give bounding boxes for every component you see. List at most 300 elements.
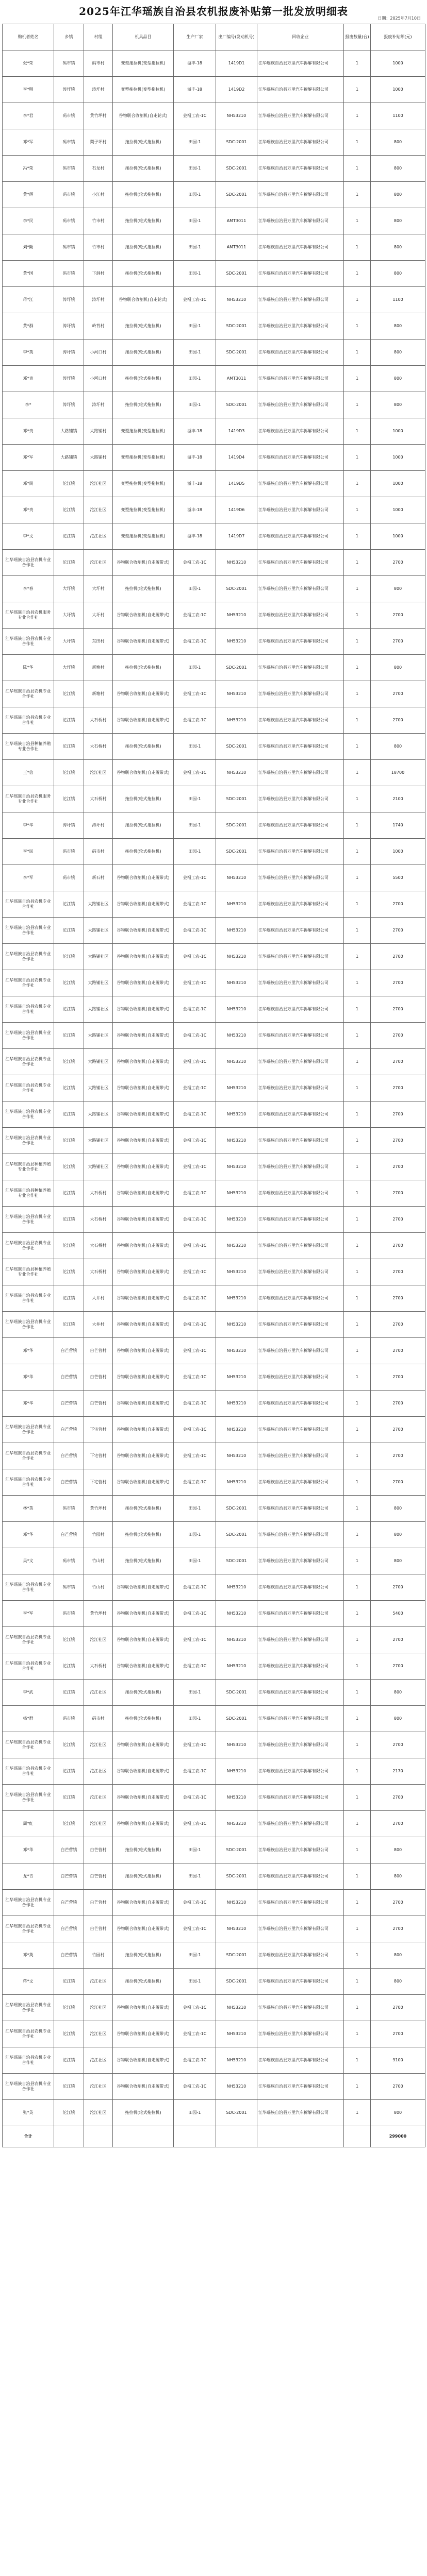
col-header-machine: 机具品目 xyxy=(113,24,174,50)
manufacturer-cell: 金福工农-1C xyxy=(174,1128,216,1154)
recycler-cell: 江华瑶族自治县万里汽车拆解有限公司 xyxy=(257,261,344,287)
recycler-cell: 江华瑶族自治县万里汽车拆解有限公司 xyxy=(257,1863,344,1890)
recycler-cell: 江华瑶族自治县万里汽车拆解有限公司 xyxy=(257,103,344,129)
town-cell: 沱江镇 xyxy=(54,970,84,996)
village-cell: 下宅营村 xyxy=(84,1469,113,1496)
amount-cell: 1000 xyxy=(371,497,425,523)
serial-cell: SDC-2001 xyxy=(216,340,257,366)
buyer-cell: 林*英 xyxy=(3,1496,54,1522)
table-row xyxy=(3,445,425,471)
buyer-cell: 江华瑶族自治县农机专业合作社 xyxy=(3,944,54,970)
buyer-cell: 李*春 xyxy=(3,576,54,602)
village-cell: 大石桥村 xyxy=(84,1259,113,1285)
table-row xyxy=(3,1312,425,1338)
village-cell: 码市村 xyxy=(84,50,113,77)
buyer-cell: 江华瑶族自治县农机专业合作社 xyxy=(3,918,54,944)
town-cell: 沱江镇 xyxy=(54,1653,84,1680)
table-row xyxy=(3,103,425,129)
amount-cell: 2700 xyxy=(371,550,425,576)
quantity-cell: 1 xyxy=(344,1890,371,1916)
serial-cell: NH53210 xyxy=(216,707,257,734)
manufacturer-cell: 金福工农-1C xyxy=(174,681,216,707)
table-row xyxy=(3,287,425,313)
subsidy-table xyxy=(2,24,425,2147)
total-empty xyxy=(174,2126,216,2147)
table-row xyxy=(3,1049,425,1075)
serial-cell: NH53210 xyxy=(216,1916,257,1942)
buyer-cell: 李*英 xyxy=(3,340,54,366)
town-cell: 沱江镇 xyxy=(54,1154,84,1180)
table-row xyxy=(3,1969,425,1995)
machine-cell: 谷物联合收割机(自走履带式) xyxy=(113,918,174,944)
village-cell: 下洞村 xyxy=(84,261,113,287)
machine-cell: 拖拉机(轮式拖拉机) xyxy=(113,655,174,681)
quantity-cell: 1 xyxy=(344,2047,371,2074)
quantity-cell: 1 xyxy=(344,1969,371,1995)
table-row xyxy=(3,1469,425,1496)
table-row xyxy=(3,1075,425,1101)
serial-cell: NH53210 xyxy=(216,1285,257,1312)
serial-cell: 1419D3 xyxy=(216,418,257,445)
buyer-cell: 吴*文 xyxy=(3,1548,54,1574)
manufacturer-cell: 溢丰-18 xyxy=(174,50,216,77)
village-cell: 白芒营村 xyxy=(84,1364,113,1391)
town-cell: 沱江镇 xyxy=(54,2074,84,2100)
village-cell: 竹园村 xyxy=(84,1942,113,1969)
buyer-cell: 张*荣 xyxy=(3,50,54,77)
village-cell: 涛圩村 xyxy=(84,287,113,313)
machine-cell: 拖拉机(轮式拖拉机) xyxy=(113,392,174,418)
manufacturer-cell: 金福工农-1C xyxy=(174,103,216,129)
buyer-cell: 江华瑶族自治县农机专业合作社 xyxy=(3,1916,54,1942)
manufacturer-cell: 金福工农-1C xyxy=(174,1180,216,1207)
village-cell: 小河口村 xyxy=(84,366,113,392)
recycler-cell: 江华瑶族自治县万里汽车拆解有限公司 xyxy=(257,1023,344,1049)
buyer-cell: 江华瑶族自治县农机专业合作社 xyxy=(3,1075,54,1101)
table-row xyxy=(3,1653,425,1680)
date-line: 日期：2025年7月10日 xyxy=(377,16,421,21)
village-cell: 大井村 xyxy=(84,1285,113,1312)
recycler-cell: 江华瑶族自治县万里汽车拆解有限公司 xyxy=(257,1417,344,1443)
table-row xyxy=(3,77,425,103)
amount-cell: 800 xyxy=(371,1548,425,1574)
village-cell: 小江村 xyxy=(84,182,113,208)
quantity-cell: 1 xyxy=(344,523,371,550)
serial-cell: 1419D4 xyxy=(216,445,257,471)
amount-cell: 800 xyxy=(371,655,425,681)
recycler-cell: 江华瑶族自治县万里汽车拆解有限公司 xyxy=(257,996,344,1023)
quantity-cell: 1 xyxy=(344,366,371,392)
table-row xyxy=(3,523,425,550)
table-row xyxy=(3,2047,425,2074)
amount-cell: 2700 xyxy=(371,629,425,655)
buyer-cell: 陈*华 xyxy=(3,655,54,681)
serial-cell: NH53210 xyxy=(216,1469,257,1496)
buyer-cell: 黄*辉 xyxy=(3,182,54,208)
town-cell: 涛圩镇 xyxy=(54,313,84,340)
town-cell: 沱江镇 xyxy=(54,891,84,918)
town-cell: 白芒营镇 xyxy=(54,1916,84,1942)
table-row xyxy=(3,1391,425,1417)
buyer-cell: 李* xyxy=(3,392,54,418)
serial-cell: SDC-2001 xyxy=(216,1942,257,1969)
quantity-cell: 1 xyxy=(344,1785,371,1811)
recycler-cell: 江华瑶族自治县万里汽车拆解有限公司 xyxy=(257,1443,344,1469)
village-cell: 黄竹坪村 xyxy=(84,103,113,129)
manufacturer-cell: 金福工农-1C xyxy=(174,1811,216,1837)
buyer-cell: 黄*群 xyxy=(3,313,54,340)
town-cell: 大路铺镇 xyxy=(54,445,84,471)
village-cell: 白芒营村 xyxy=(84,1916,113,1942)
serial-cell: AMT3011 xyxy=(216,208,257,234)
town-cell: 涛圩镇 xyxy=(54,77,84,103)
recycler-cell: 江华瑶族自治县万里汽车拆解有限公司 xyxy=(257,786,344,812)
manufacturer-cell: 金福工农-1C xyxy=(174,1785,216,1811)
recycler-cell: 江华瑶族自治县万里汽车拆解有限公司 xyxy=(257,1627,344,1653)
town-cell: 涛圩镇 xyxy=(54,287,84,313)
total-empty xyxy=(257,2126,344,2147)
quantity-cell: 1 xyxy=(344,2074,371,2100)
buyer-cell: 邓*华 xyxy=(3,1522,54,1548)
town-cell: 沱江镇 xyxy=(54,523,84,550)
col-header-town: 乡镇 xyxy=(54,24,84,50)
machine-cell: 拖拉机(轮式拖拉机) xyxy=(113,340,174,366)
manufacturer-cell: 田园-1 xyxy=(174,734,216,760)
table-row xyxy=(3,1496,425,1522)
serial-cell: NH53210 xyxy=(216,1627,257,1653)
town-cell: 沱江镇 xyxy=(54,1969,84,1995)
manufacturer-cell: 田园-1 xyxy=(174,1548,216,1574)
serial-cell: SDC-2001 xyxy=(216,313,257,340)
machine-cell: 拖拉机(轮式拖拉机) xyxy=(113,1969,174,1995)
total-empty xyxy=(113,2126,174,2147)
table-row xyxy=(3,839,425,865)
village-cell: 大路铺社区 xyxy=(84,1101,113,1128)
serial-cell: NH53210 xyxy=(216,891,257,918)
manufacturer-cell: 田园-1 xyxy=(174,576,216,602)
village-cell: 大圩村 xyxy=(84,602,113,629)
col-header-village: 村组 xyxy=(84,24,113,50)
serial-cell: SDC-2001 xyxy=(216,261,257,287)
machine-cell: 变型拖拉机(变型拖拉机) xyxy=(113,77,174,103)
machine-cell: 谷物联合收割机(自走履带式) xyxy=(113,1233,174,1259)
manufacturer-cell: 金福工农-1C xyxy=(174,2021,216,2047)
quantity-cell: 1 xyxy=(344,313,371,340)
buyer-cell: 邓*英 xyxy=(3,1942,54,1969)
village-cell: 岭背村 xyxy=(84,313,113,340)
quantity-cell: 1 xyxy=(344,629,371,655)
serial-cell: NH53210 xyxy=(216,1233,257,1259)
machine-cell: 谷物联合收割机(自走履带式) xyxy=(113,1627,174,1653)
amount-cell: 1000 xyxy=(371,50,425,77)
quantity-cell: 1 xyxy=(344,707,371,734)
buyer-cell: 江华瑶族自治县农机专业合作社 xyxy=(3,891,54,918)
buyer-cell: 江华瑶族自治县农机专业合作社 xyxy=(3,1101,54,1128)
recycler-cell: 江华瑶族自治县万里汽车拆解有限公司 xyxy=(257,523,344,550)
manufacturer-cell: 金福工农-1C xyxy=(174,1627,216,1653)
recycler-cell: 江华瑶族自治县万里汽车拆解有限公司 xyxy=(257,77,344,103)
table-row xyxy=(3,760,425,786)
recycler-cell: 江华瑶族自治县万里汽车拆解有限公司 xyxy=(257,550,344,576)
table-row xyxy=(3,996,425,1023)
amount-cell: 2700 xyxy=(371,996,425,1023)
recycler-cell: 江华瑶族自治县万里汽车拆解有限公司 xyxy=(257,865,344,891)
town-cell: 白芒营镇 xyxy=(54,1942,84,1969)
manufacturer-cell: 溢丰-18 xyxy=(174,497,216,523)
machine-cell: 谷物联合收割机(自走履带式) xyxy=(113,1890,174,1916)
town-cell: 码市镇 xyxy=(54,182,84,208)
village-cell: 大路铺社区 xyxy=(84,970,113,996)
buyer-cell: 江华瑶族自治县农机专业合作社 xyxy=(3,629,54,655)
town-cell: 沱江镇 xyxy=(54,707,84,734)
amount-cell: 2700 xyxy=(371,1391,425,1417)
table-row xyxy=(3,1023,425,1049)
manufacturer-cell: 金福工农-1C xyxy=(174,1916,216,1942)
village-cell: 黄竹坪村 xyxy=(84,1496,113,1522)
quantity-cell: 1 xyxy=(344,970,371,996)
machine-cell: 拖拉机(轮式拖拉机) xyxy=(113,208,174,234)
manufacturer-cell: 田园-1 xyxy=(174,234,216,261)
serial-cell: NH53210 xyxy=(216,944,257,970)
machine-cell: 谷物联合收割机(自走轮式) xyxy=(113,103,174,129)
town-cell: 沱江镇 xyxy=(54,1128,84,1154)
machine-cell: 谷物联合收割机(自走履带式) xyxy=(113,2047,174,2074)
recycler-cell: 江华瑶族自治县万里汽车拆解有限公司 xyxy=(257,1942,344,1969)
amount-cell: 800 xyxy=(371,1863,425,1890)
amount-cell: 800 xyxy=(371,1942,425,1969)
table-row xyxy=(3,1732,425,1758)
manufacturer-cell: 田园-1 xyxy=(174,786,216,812)
town-cell: 沱江镇 xyxy=(54,1680,84,1706)
village-cell: 大路铺村 xyxy=(84,418,113,445)
serial-cell: NH53210 xyxy=(216,760,257,786)
recycler-cell: 江华瑶族自治县万里汽车拆解有限公司 xyxy=(257,129,344,156)
town-cell: 沱江镇 xyxy=(54,1180,84,1207)
manufacturer-cell: 金福工农-1C xyxy=(174,1601,216,1627)
recycler-cell: 江华瑶族自治县万里汽车拆解有限公司 xyxy=(257,497,344,523)
machine-cell: 拖拉机(轮式拖拉机) xyxy=(113,234,174,261)
town-cell: 沱江镇 xyxy=(54,1233,84,1259)
buyer-cell: 江华瑶族自治县种植养殖专业合作社 xyxy=(3,1154,54,1180)
machine-cell: 谷物联合收割机(自走履带式) xyxy=(113,1285,174,1312)
village-cell: 白芒营村 xyxy=(84,1391,113,1417)
manufacturer-cell: 金福工农-1C xyxy=(174,891,216,918)
recycler-cell: 江华瑶族自治县万里汽车拆解有限公司 xyxy=(257,944,344,970)
machine-cell: 拖拉机(轮式拖拉机) xyxy=(113,1496,174,1522)
quantity-cell: 1 xyxy=(344,944,371,970)
village-cell: 大石桥村 xyxy=(84,1653,113,1680)
quantity-cell: 1 xyxy=(344,681,371,707)
buyer-cell: 江华瑶族自治县农机专业合作社 xyxy=(3,550,54,576)
table-row xyxy=(3,1207,425,1233)
town-cell: 码市镇 xyxy=(54,1706,84,1732)
amount-cell: 2700 xyxy=(371,1364,425,1391)
machine-cell: 拖拉机(轮式拖拉机) xyxy=(113,261,174,287)
machine-cell: 谷物联合收割机(自走履带式) xyxy=(113,1811,174,1837)
town-cell: 码市镇 xyxy=(54,129,84,156)
serial-cell: NH53210 xyxy=(216,602,257,629)
buyer-cell: 邓*军 xyxy=(3,129,54,156)
manufacturer-cell: 金福工农-1C xyxy=(174,865,216,891)
serial-cell: 1419D1 xyxy=(216,50,257,77)
machine-cell: 谷物联合收割机(自走履带式) xyxy=(113,1391,174,1417)
amount-cell: 2700 xyxy=(371,1259,425,1285)
table-row xyxy=(3,918,425,944)
manufacturer-cell: 金福工农-1C xyxy=(174,1391,216,1417)
village-cell: 新石村 xyxy=(84,865,113,891)
table-header xyxy=(3,24,425,50)
village-cell: 大路铺社区 xyxy=(84,891,113,918)
amount-cell: 2700 xyxy=(371,1285,425,1312)
village-cell: 沱江社区 xyxy=(84,1627,113,1653)
manufacturer-cell: 田园-1 xyxy=(174,182,216,208)
manufacturer-cell: 金福工农-1C xyxy=(174,2047,216,2074)
buyer-cell: 邓*贵 xyxy=(3,497,54,523)
manufacturer-cell: 溢丰-18 xyxy=(174,445,216,471)
village-cell: 东田村 xyxy=(84,629,113,655)
quantity-cell: 1 xyxy=(344,1128,371,1154)
town-cell: 白芒营镇 xyxy=(54,1443,84,1469)
amount-cell: 2100 xyxy=(371,786,425,812)
page-title: 2025年江华瑶族自治县农机报废补贴第一批发放明细表 xyxy=(79,5,348,18)
machine-cell: 谷物联合收割机(自走履带式) xyxy=(113,1653,174,1680)
amount-cell: 1000 xyxy=(371,445,425,471)
amount-cell: 800 xyxy=(371,1680,425,1706)
quantity-cell: 1 xyxy=(344,156,371,182)
amount-cell: 800 xyxy=(371,156,425,182)
town-cell: 沱江镇 xyxy=(54,550,84,576)
table-row xyxy=(3,129,425,156)
machine-cell: 谷物联合收割机(自走履带式) xyxy=(113,944,174,970)
machine-cell: 谷物联合收割机(自走履带式) xyxy=(113,1443,174,1469)
village-cell: 大路铺社区 xyxy=(84,1049,113,1075)
machine-cell: 拖拉机(轮式拖拉机) xyxy=(113,1522,174,1548)
buyer-cell: 江华瑶族自治县农机专业合作社 xyxy=(3,1049,54,1075)
recycler-cell: 江华瑶族自治县万里汽车拆解有限公司 xyxy=(257,839,344,865)
village-cell: 码市村 xyxy=(84,1706,113,1732)
buyer-cell: 李*民 xyxy=(3,839,54,865)
header-row xyxy=(3,24,425,50)
buyer-cell: 李*君 xyxy=(3,103,54,129)
amount-cell: 2700 xyxy=(371,1574,425,1601)
machine-cell: 谷物联合收割机(自走履带式) xyxy=(113,1049,174,1075)
town-cell: 沱江镇 xyxy=(54,786,84,812)
town-cell: 沱江镇 xyxy=(54,2047,84,2074)
manufacturer-cell: 金福工农-1C xyxy=(174,944,216,970)
amount-cell: 2700 xyxy=(371,1443,425,1469)
town-cell: 大圩镇 xyxy=(54,602,84,629)
amount-cell: 2700 xyxy=(371,1075,425,1101)
recycler-cell: 江华瑶族自治县万里汽车拆解有限公司 xyxy=(257,2047,344,2074)
buyer-cell: 江华瑶族自治县农机专业合作社 xyxy=(3,1128,54,1154)
table-body xyxy=(3,50,425,2126)
town-cell: 沱江镇 xyxy=(54,1312,84,1338)
quantity-cell: 1 xyxy=(344,1942,371,1969)
amount-cell: 800 xyxy=(371,234,425,261)
machine-cell: 谷物联合收割机(自走履带式) xyxy=(113,865,174,891)
table-row xyxy=(3,1785,425,1811)
serial-cell: NH53210 xyxy=(216,970,257,996)
quantity-cell: 1 xyxy=(344,734,371,760)
manufacturer-cell: 金福工农-1C xyxy=(174,707,216,734)
manufacturer-cell: 田园-1 xyxy=(174,1863,216,1890)
machine-cell: 谷物联合收割机(自走履带式) xyxy=(113,1207,174,1233)
amount-cell: 2700 xyxy=(371,1233,425,1259)
manufacturer-cell: 金福工农-1C xyxy=(174,1207,216,1233)
manufacturer-cell: 田园-1 xyxy=(174,1680,216,1706)
town-cell: 码市镇 xyxy=(54,1574,84,1601)
amount-cell: 2700 xyxy=(371,602,425,629)
serial-cell: NH53210 xyxy=(216,1811,257,1837)
quantity-cell: 1 xyxy=(344,1574,371,1601)
table-row xyxy=(3,1706,425,1732)
buyer-cell: 江华瑶族自治县种植养殖专业合作社 xyxy=(3,1180,54,1207)
recycler-cell: 江华瑶族自治县万里汽车拆解有限公司 xyxy=(257,1969,344,1995)
amount-cell: 800 xyxy=(371,734,425,760)
machine-cell: 变型拖拉机(变型拖拉机) xyxy=(113,471,174,497)
manufacturer-cell: 金福工农-1C xyxy=(174,1154,216,1180)
table-row xyxy=(3,2100,425,2126)
recycler-cell: 江华瑶族自治县万里汽车拆解有限公司 xyxy=(257,707,344,734)
town-cell: 沱江镇 xyxy=(54,996,84,1023)
town-cell: 码市镇 xyxy=(54,50,84,77)
table-row xyxy=(3,681,425,707)
village-cell: 竹园村 xyxy=(84,1522,113,1548)
quantity-cell: 1 xyxy=(344,287,371,313)
town-cell: 涛圩镇 xyxy=(54,812,84,839)
buyer-cell: 江华瑶族自治县农机专业合作社 xyxy=(3,1207,54,1233)
serial-cell: SDC-2001 xyxy=(216,1969,257,1995)
table-row xyxy=(3,944,425,970)
buyer-cell: 江华瑶族自治县农机专业合作社 xyxy=(3,1469,54,1496)
table-row xyxy=(3,865,425,891)
manufacturer-cell: 金福工农-1C xyxy=(174,1469,216,1496)
machine-cell: 谷物联合收割机(自走履带式) xyxy=(113,1312,174,1338)
table-row xyxy=(3,1417,425,1443)
village-cell: 沱江社区 xyxy=(84,1969,113,1995)
manufacturer-cell: 田园-1 xyxy=(174,129,216,156)
town-cell: 白芒营镇 xyxy=(54,1469,84,1496)
total-amount: 299000 xyxy=(371,2126,425,2147)
recycler-cell: 江华瑶族自治县万里汽车拆解有限公司 xyxy=(257,576,344,602)
amount-cell: 2700 xyxy=(371,1469,425,1496)
amount-cell: 1000 xyxy=(371,418,425,445)
quantity-cell: 1 xyxy=(344,1548,371,1574)
table-row xyxy=(3,392,425,418)
recycler-cell: 江华瑶族自治县万里汽车拆解有限公司 xyxy=(257,392,344,418)
machine-cell: 谷物联合收割机(自走轮式) xyxy=(113,287,174,313)
town-cell: 沱江镇 xyxy=(54,944,84,970)
table-row xyxy=(3,1180,425,1207)
town-cell: 码市镇 xyxy=(54,261,84,287)
amount-cell: 2700 xyxy=(371,1128,425,1154)
manufacturer-cell: 金福工农-1C xyxy=(174,1049,216,1075)
recycler-cell: 江华瑶族自治县万里汽车拆解有限公司 xyxy=(257,182,344,208)
village-cell: 大石桥村 xyxy=(84,1233,113,1259)
table-row xyxy=(3,1837,425,1863)
town-cell: 沱江镇 xyxy=(54,1758,84,1785)
quantity-cell: 1 xyxy=(344,1601,371,1627)
village-cell: 沱江社区 xyxy=(84,471,113,497)
buyer-cell: 王*信 xyxy=(3,760,54,786)
manufacturer-cell: 田园-1 xyxy=(174,392,216,418)
manufacturer-cell: 田园-1 xyxy=(174,261,216,287)
amount-cell: 2700 xyxy=(371,1785,425,1811)
amount-cell: 2700 xyxy=(371,1995,425,2021)
buyer-cell: 邓*华 xyxy=(3,1364,54,1391)
amount-cell: 2700 xyxy=(371,1653,425,1680)
recycler-cell: 江华瑶族自治县万里汽车拆解有限公司 xyxy=(257,287,344,313)
